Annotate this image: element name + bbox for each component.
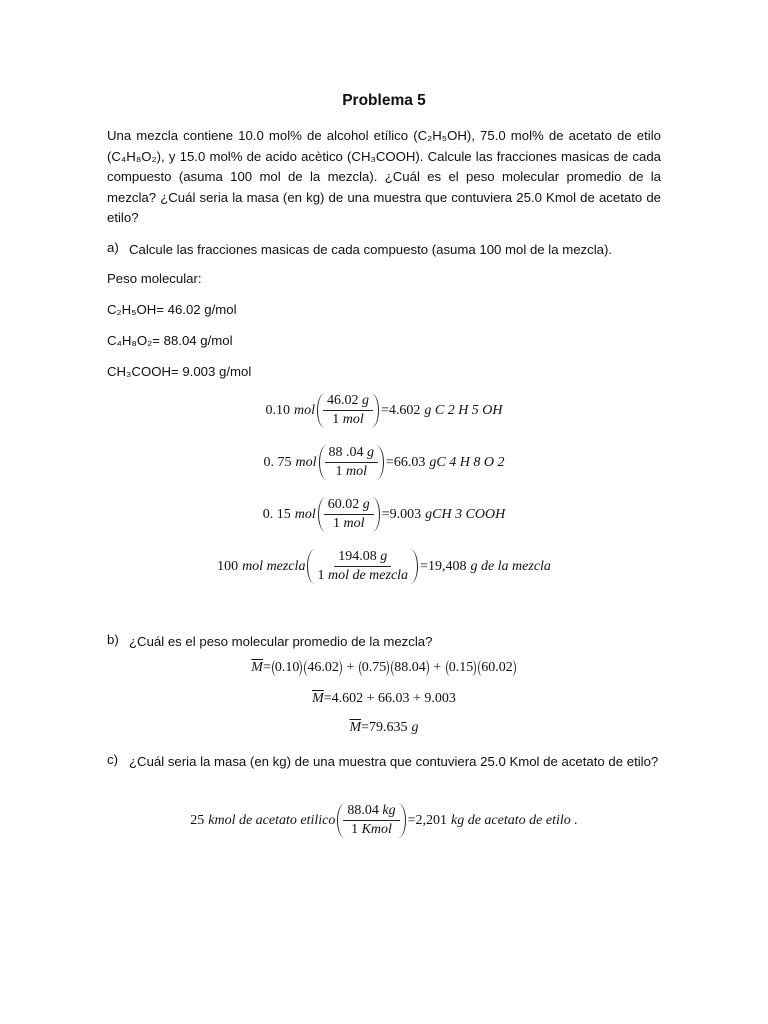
b-result: =79.635: [361, 720, 408, 735]
equation-mass-acetic-acid: [0, 497, 768, 532]
equation-mass-ethanol: [0, 393, 768, 428]
c-coef: 25: [190, 812, 205, 828]
eq1-result: =4.602: [380, 402, 421, 418]
eq2-result-unit: gC 4 H 8 O 2: [429, 454, 505, 470]
c-num: 88.04: [347, 803, 379, 818]
c-den: 1: [351, 822, 359, 837]
eq3-num: 60.02: [327, 497, 360, 512]
eq4-unit: mol mezcla: [242, 558, 306, 574]
eq2-num-unit: g: [367, 445, 375, 460]
eq4-paren: [307, 549, 418, 584]
mw-acetic-acid: CH₃COOH= 9.003 g/mol: [107, 364, 252, 379]
b-b3: 60.02: [478, 660, 516, 676]
eq3-paren: [318, 497, 380, 532]
c-result-unit: kg de acetato de etilo .: [451, 812, 578, 828]
eq3-result-unit: gCH 3 COOH: [425, 506, 506, 522]
equation-mass-ethyl-acetate: [0, 445, 768, 480]
part-b-letter: b): [107, 632, 119, 647]
eq3-unit: mol: [294, 506, 316, 522]
part-c-question: ¿Cuál seria la masa (en kg) de una muestra que contuviera 25.0 Kmol de acetato de etilo?: [129, 754, 659, 769]
b-a3: 0.15: [446, 660, 477, 676]
eq1-paren: [317, 393, 379, 428]
eq3-result: =9.003: [381, 506, 422, 522]
b-b1: 46.02: [304, 660, 342, 676]
page-title: Problema 5: [342, 92, 426, 109]
eq2-den-unit: mol: [346, 464, 368, 479]
eq4-fraction: [313, 549, 412, 584]
m-bar-3: $\overline{M}$: [349, 720, 362, 735]
m-bar-1: $\overline{M}$: [251, 660, 263, 675]
equation-mass-sample: [0, 803, 768, 838]
eq1-den: 1: [332, 412, 340, 427]
eq4-num: 194.08: [338, 549, 377, 564]
eq4-result: =19,408: [420, 558, 467, 574]
eq3-den: 1: [332, 516, 340, 531]
mw-ethyl-acetate: C₄H₈O₂= 88.04 g/mol: [107, 333, 233, 348]
eq1-num: 46.02: [326, 393, 359, 408]
eq2-den: 1: [335, 464, 343, 479]
c-paren: [337, 803, 405, 838]
eq1-result-unit: g C 2 H 5 OH: [424, 402, 503, 418]
eq2-unit: mol: [295, 454, 317, 470]
eq4-coef: 100: [217, 558, 239, 574]
part-c-letter: c): [107, 752, 118, 767]
b-b2: 88.04: [391, 660, 429, 676]
eq2-result: =66.03: [386, 454, 426, 470]
eq3-fraction: [324, 497, 374, 532]
eq3-coef: 0. 15: [262, 506, 291, 522]
eq2-coef: 0. 75: [263, 454, 292, 470]
mw-ethanol: C₂H₅OH= 46.02 g/mol: [107, 302, 237, 317]
peso-molecular-label: Peso molecular:: [107, 271, 202, 286]
c-result: =2,201: [407, 812, 447, 828]
equation-avg-mw-result: [0, 720, 768, 736]
c-den-unit: Kmol: [361, 822, 392, 837]
eq2-paren: [319, 445, 385, 480]
part-a-letter: a): [107, 240, 119, 255]
m-bar-2: $\overline{M}$: [312, 691, 324, 706]
eq4-num-unit: g: [380, 549, 388, 564]
eq2-num: 88 .04: [328, 445, 364, 460]
eq1-den-unit: mol: [342, 412, 364, 427]
b-result-unit: g: [411, 720, 419, 735]
eq1-fraction: [323, 393, 373, 428]
eq1-num-unit: g: [361, 393, 369, 408]
b-a2: 0.75: [359, 660, 390, 676]
problem-statement: Una mezcla contiene 10.0 mol% de alcohol etílico (C₂H₅OH), 75.0 mol% de acetato de etilo (C₄H₈O₂), y 15.0 mol% de acido acètico (CH₃COOH). Calcule las fracciones masicas de cada compuesto (asuma 100 mol de la mezcla). ¿Cuál es el peso molecular promedio de la mezcla? ¿Cuál seria la masa (en kg) de una muestra que contuviera 25.0 Kmol de acetato de etilo?: [107, 128, 661, 226]
c-coef-unit: kmol de acetato etilico: [208, 812, 336, 828]
part-a-question: Calcule las fracciones masicas de cada compuesto (asuma 100 mol de la mezcla).: [129, 242, 613, 257]
b-sum: =4.602 + 66.03 + 9.003: [323, 691, 456, 706]
eq1-unit: mol: [293, 402, 315, 418]
equation-mass-mixture: [0, 549, 768, 584]
eq2-fraction: [325, 445, 379, 480]
eq1-coef: 0.10: [265, 402, 290, 418]
c-num-unit: kg: [382, 803, 396, 818]
equation-avg-mw-sum: [0, 691, 768, 707]
eq4-den: 1: [317, 568, 325, 583]
eq3-den-unit: mol: [343, 516, 365, 531]
eq4-den-unit: mol de mezcla: [327, 568, 409, 583]
eq3-num-unit: g: [362, 497, 370, 512]
part-b-question: ¿Cuál es el peso molecular promedio de la mezcla?: [129, 634, 433, 649]
equation-avg-mw-expansion: $\overline{M}$ = 0.10 46.02 + 0.75 88.04 + 0.15 60.02: [0, 660, 768, 676]
c-fraction: [343, 803, 399, 838]
eq4-result-unit: g de la mezcla: [470, 558, 551, 574]
b-a1: 0.10: [272, 660, 303, 676]
